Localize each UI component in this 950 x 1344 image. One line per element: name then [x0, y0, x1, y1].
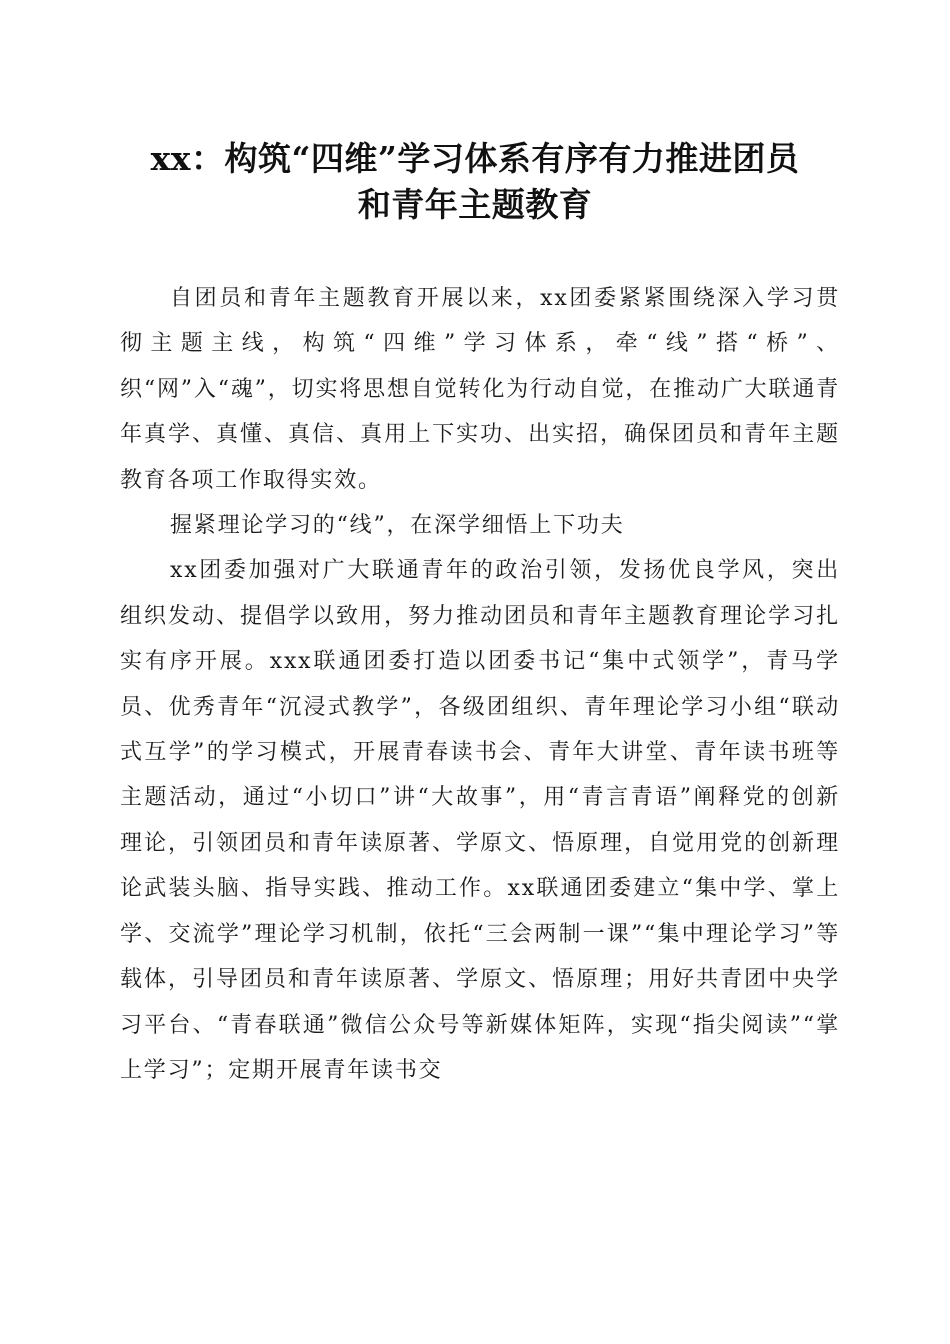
title-line-1: xx：构筑“四维”学习体系有序有力推进团员 [150, 139, 800, 178]
title-line-2: 和青年主题教育 [357, 185, 593, 224]
section-heading: 握紧理论学习的“线”，在深学细悟上下功夫 [170, 513, 625, 539]
document-body [120, 276, 840, 1093]
document-title [110, 136, 840, 228]
body-paragraph: xx团委加强对广大联通青年的政治引领，发扬优良学风，突出组织发动、提倡学以致用，努力推动团员和青年主题教育理论学习扎实有序开展。xxx联通团委打造以团委书记“集中式领学”，青马学员、优秀青年“沉浸式教学”，各级团组织、青年理论学习小组“联动式互学”的学习模式，开展青春读书会、青年大讲堂、青年读书班等主题活动，通过“小切口”讲“大故事”，用“青言青语”阐释党的创新理论，引领团员和青年读原著、学原文、悟原理，自觉用党的创新理论武装头脑、指导实践、推动工作。xx联通团委建立“集中学、掌上学、交流学”理论学习机制，依托“三会两制一课”“集中理论学习”等载体，引导团员和青年读原著、学原文、悟原理；用好共青团中央学习平台、“青春联通”微信公众号等新媒体矩阵，实现“指尖阅读”“掌上学习”；定期开展青年读书交 [120, 558, 840, 1083]
intro-paragraph: 自团员和青年主题教育开展以来，xx团委紧紧围绕深入学习贯彻主题主线，构筑“四维”学习体系，牵“线”搭“桥”、织“网”入“魂”，切实将思想自觉转化为行动自觉，在推动广大联通青年真学、真懂、真信、真用上下实功、出实招，确保团员和青年主题教育各项工作取得实效。 [120, 286, 840, 493]
